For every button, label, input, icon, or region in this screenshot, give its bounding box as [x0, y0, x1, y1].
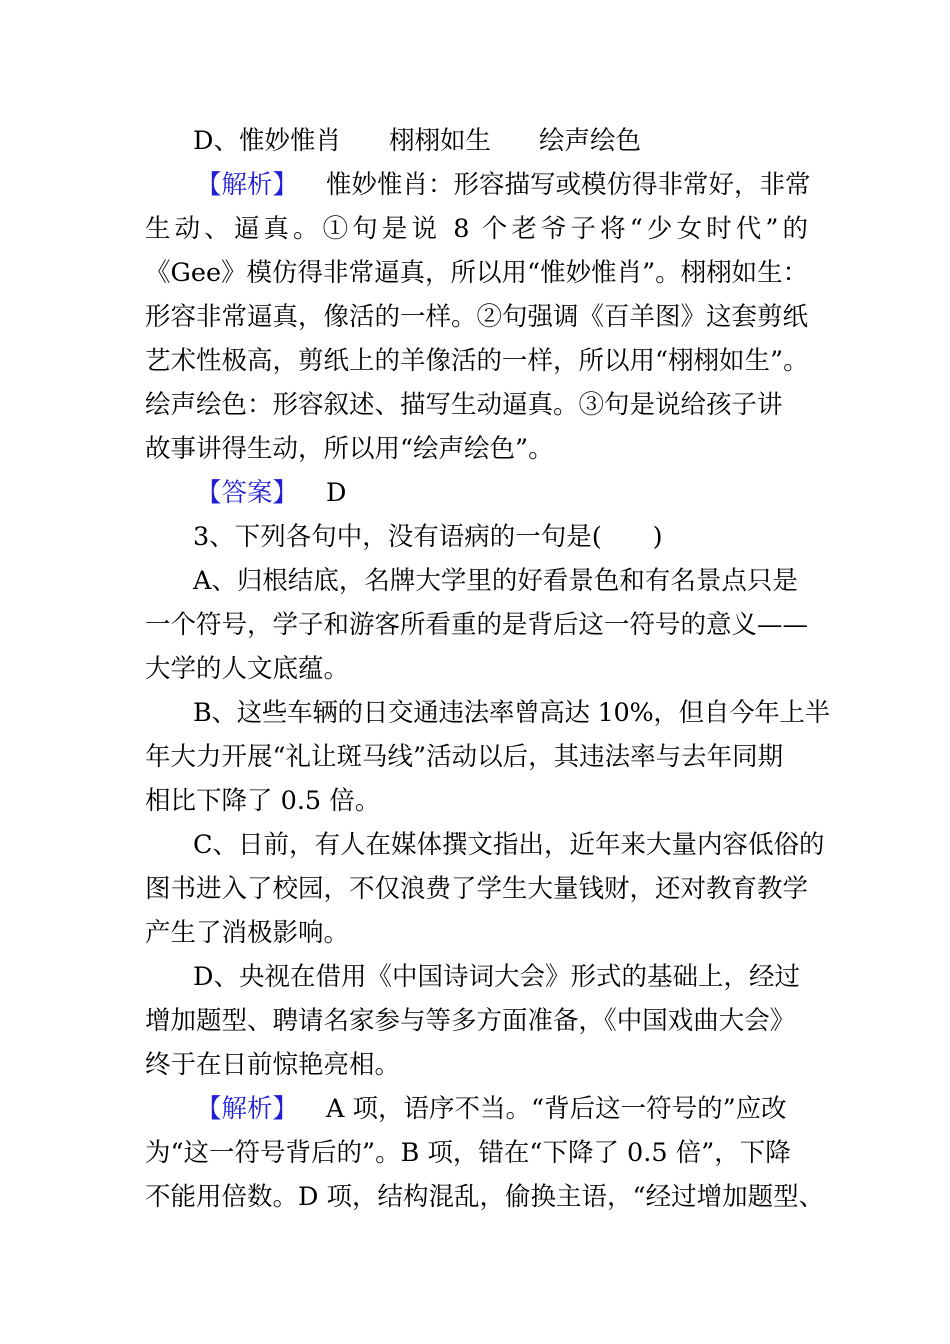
analysis-line-7: 故事讲得生动，所以用“绘声绘色”。: [145, 434, 554, 464]
option-c-line-3: 产生了消极影响。: [145, 918, 350, 948]
option-b-line-3: 相比下降了 0.5 倍。: [145, 786, 381, 816]
analysis2-text: A 项，语序不当。“背后这一符号的”应改: [326, 1094, 787, 1124]
analysis2-line-1: [196, 1092, 787, 1128]
analysis-line-4: 形容非常逼真，像活的一样。②句强调《百羊图》这套剪纸: [145, 302, 809, 332]
analysis-line-2: 生动、逼真。①句是说 8 个老爷子将“少女时代”的: [145, 214, 808, 244]
analysis2-line-2: 为“这一符号背后的”。B 项，错在“下降了 0.5 倍”，下降: [145, 1138, 791, 1168]
answer-line: [196, 476, 346, 512]
analysis-text: 惟妙惟肖：形容描写或模仿得非常好，非常: [326, 170, 811, 200]
question-3-stem: 3、下列各句中，没有语病的一句是( ): [193, 522, 663, 552]
option-c-line-1: C、日前，有人在媒体撰文指出，近年来大量内容低俗的: [193, 830, 825, 860]
analysis2-tag: 【解析】: [196, 1094, 299, 1124]
option-d2-line-3: 终于在日前惊艳亮相。: [145, 1050, 401, 1080]
analysis2-line-3: 不能用倍数。D 项，结构混乱，偷换主语，“经过增加题型、: [145, 1182, 825, 1212]
option-d-line: [193, 124, 641, 160]
option-b-line-2: 年大力开展“礼让斑马线”活动以后，其违法率与去年同期: [145, 742, 784, 772]
answer-value: D: [326, 478, 347, 508]
analysis-line-1: [196, 168, 811, 204]
option-a-line-1: A、归根结底，名牌大学里的好看景色和有名景点只是: [193, 566, 798, 596]
option-d-word-3: 绘声绘色: [538, 126, 641, 156]
analysis-tag: 【解析】: [196, 170, 299, 200]
analysis-line-5: 艺术性极高，剪纸上的羊像活的一样，所以用“栩栩如生”。: [145, 346, 809, 376]
option-d-word-2: 栩栩如生: [388, 126, 491, 156]
option-b-line-1: B、这些车辆的日交通违法率曾高达 10%，但自今年上半: [193, 698, 830, 728]
option-d2-line-2: 增加题型、聘请名家参与等多方面准备，《中国戏曲大会》: [145, 1006, 796, 1036]
analysis-line-6: 绘声绘色：形容叙述、描写生动逼真。③句是说给孩子讲: [145, 390, 783, 420]
option-a-line-3: 大学的人文底蕴。: [145, 654, 350, 684]
option-d-word-1: D、惟妙惟肖: [193, 126, 341, 156]
analysis-line-3: 《Gee》模仿得非常逼真，所以用“惟妙惟肖”。栩栩如生：: [145, 258, 809, 288]
answer-tag: 【答案】: [196, 478, 299, 508]
option-c-line-2: 图书进入了校园，不仅浪费了学生大量钱财，还对教育教学: [145, 874, 809, 904]
option-d2-line-1: D、央视在借用《中国诗词大会》形式的基础上，经过: [193, 962, 800, 992]
option-a-line-2: 一个符号，学子和游客所看重的是背后这一符号的意义——: [145, 610, 809, 640]
